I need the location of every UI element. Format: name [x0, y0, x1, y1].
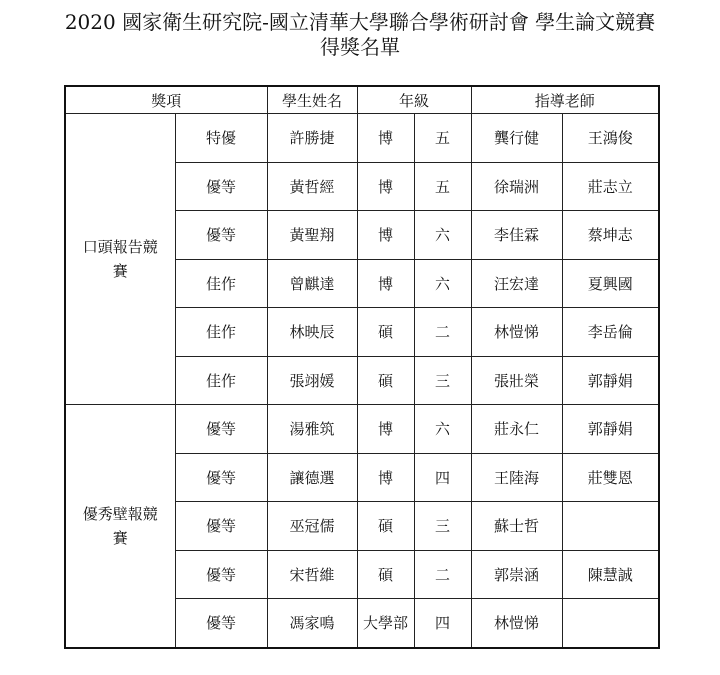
award-level-cell: 優等: [175, 162, 267, 211]
degree-cell: 碩: [357, 502, 414, 551]
degree-cell: 博: [357, 114, 414, 163]
advisor-primary-cell: 張壯榮: [471, 356, 562, 405]
award-category-cell: 優秀壁報競賽: [65, 405, 175, 648]
year-cell: 六: [414, 405, 471, 454]
title-line-1: 2020 國家衛生研究院-國立清華大學聯合學術研討會 學生論文競賽: [64, 10, 656, 34]
awards-table: [64, 85, 660, 649]
student-name-cell: 許勝捷: [267, 114, 357, 163]
awards-table-body: [65, 86, 659, 648]
advisor-primary-cell: 汪宏達: [471, 259, 562, 308]
student-name-cell: 黃聖翔: [267, 211, 357, 260]
award-level-cell: 佳作: [175, 308, 267, 357]
advisor-primary-cell: 林愷悌: [471, 599, 562, 648]
advisor-secondary-cell: 莊志立: [562, 162, 659, 211]
advisor-secondary-cell: 蔡坤志: [562, 211, 659, 260]
degree-cell: 博: [357, 259, 414, 308]
table-row: [65, 114, 659, 163]
year-cell: 二: [414, 550, 471, 599]
advisor-secondary-cell: 陳慧誠: [562, 550, 659, 599]
advisor-primary-cell: 蘇士哲: [471, 502, 562, 551]
advisor-primary-cell: 王陸海: [471, 453, 562, 502]
advisor-primary-cell: 李佳霖: [471, 211, 562, 260]
award-level-cell: 優等: [175, 550, 267, 599]
advisor-primary-cell: 徐瑞洲: [471, 162, 562, 211]
award-category-cell: 口頭報告競賽: [65, 114, 175, 405]
award-level-cell: 優等: [175, 453, 267, 502]
student-name-cell: 黃哲經: [267, 162, 357, 211]
header-advisor: 指導老師: [471, 86, 659, 114]
header-grade: 年級: [357, 86, 471, 114]
advisor-primary-cell: 莊永仁: [471, 405, 562, 454]
advisor-secondary-cell: 莊雙恩: [562, 453, 659, 502]
advisor-secondary-cell: [562, 502, 659, 551]
advisor-secondary-cell: 夏興國: [562, 259, 659, 308]
advisor-primary-cell: 龔行健: [471, 114, 562, 163]
student-name-cell: 林映辰: [267, 308, 357, 357]
header-award: 獎項: [65, 86, 267, 114]
award-level-cell: 優等: [175, 599, 267, 648]
degree-cell: 碩: [357, 550, 414, 599]
year-cell: 三: [414, 502, 471, 551]
award-level-cell: 優等: [175, 405, 267, 454]
student-name-cell: 讓德選: [267, 453, 357, 502]
advisor-primary-cell: 林愷悌: [471, 308, 562, 357]
year-cell: 六: [414, 211, 471, 260]
advisor-secondary-cell: 李岳倫: [562, 308, 659, 357]
award-level-cell: 佳作: [175, 356, 267, 405]
advisor-secondary-cell: 王鴻俊: [562, 114, 659, 163]
year-cell: 三: [414, 356, 471, 405]
title-line-2: 得獎名單: [320, 35, 400, 59]
degree-cell: 博: [357, 453, 414, 502]
student-name-cell: 巫冠儒: [267, 502, 357, 551]
student-name-cell: 湯雅筑: [267, 405, 357, 454]
award-level-cell: 佳作: [175, 259, 267, 308]
year-cell: 六: [414, 259, 471, 308]
degree-cell: 博: [357, 162, 414, 211]
student-name-cell: 宋哲維: [267, 550, 357, 599]
degree-cell: 大學部: [357, 599, 414, 648]
award-level-cell: 特優: [175, 114, 267, 163]
year-cell: 五: [414, 114, 471, 163]
student-name-cell: 曾麒達: [267, 259, 357, 308]
table-header-row: [65, 86, 659, 114]
header-student: 學生姓名: [267, 86, 357, 114]
student-name-cell: 馮家鳴: [267, 599, 357, 648]
advisor-secondary-cell: 郭靜娟: [562, 405, 659, 454]
award-level-cell: 優等: [175, 211, 267, 260]
table-row: [65, 405, 659, 454]
year-cell: 四: [414, 453, 471, 502]
degree-cell: 碩: [357, 308, 414, 357]
award-level-cell: 優等: [175, 502, 267, 551]
advisor-primary-cell: 郭崇涵: [471, 550, 562, 599]
degree-cell: 碩: [357, 356, 414, 405]
degree-cell: 博: [357, 405, 414, 454]
advisor-secondary-cell: 郭靜娟: [562, 356, 659, 405]
year-cell: 五: [414, 162, 471, 211]
document-title: [0, 10, 720, 60]
advisor-secondary-cell: [562, 599, 659, 648]
year-cell: 四: [414, 599, 471, 648]
year-cell: 二: [414, 308, 471, 357]
degree-cell: 博: [357, 211, 414, 260]
student-name-cell: 張翊媛: [267, 356, 357, 405]
